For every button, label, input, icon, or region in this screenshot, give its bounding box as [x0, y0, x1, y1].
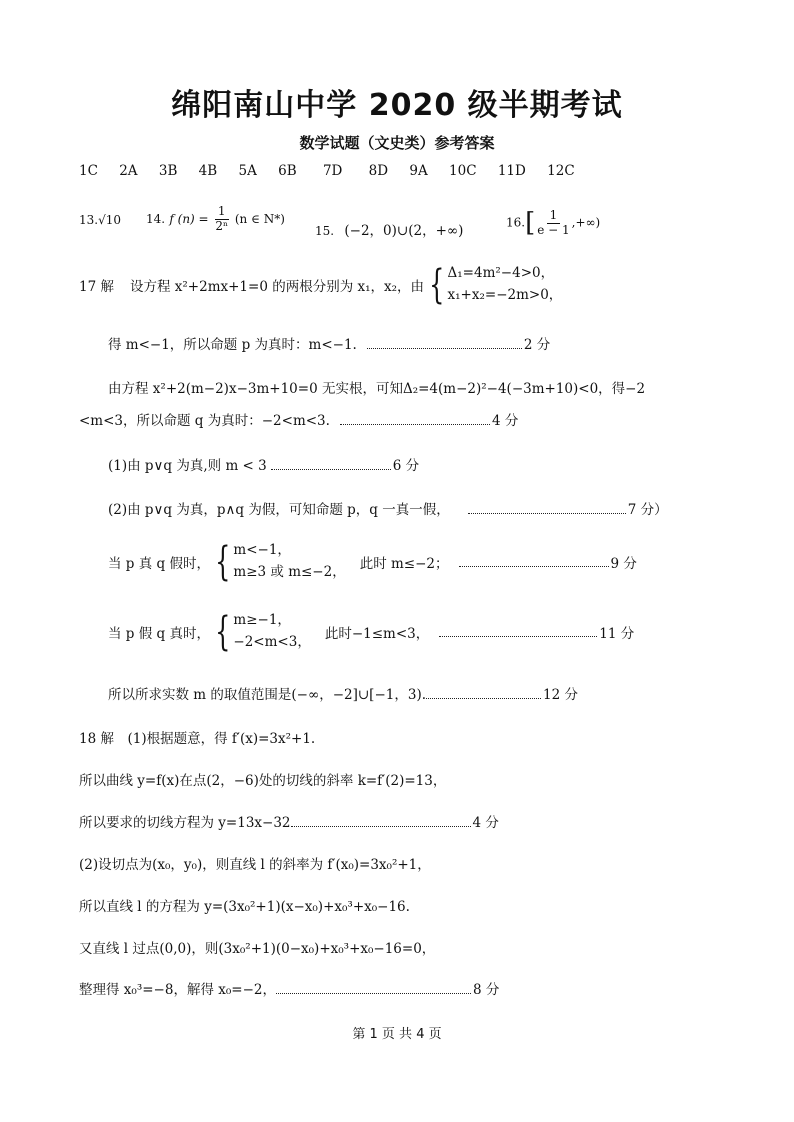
dot-leader	[367, 338, 522, 349]
q14-label: 14.	[146, 211, 166, 226]
q15-label: 15.	[315, 224, 335, 238]
dot-leader	[459, 556, 609, 567]
q14-answer	[146, 205, 285, 234]
step-text: 此时−1≤m<3，	[324, 625, 430, 642]
left-bracket-icon: [	[525, 208, 536, 238]
system-line: m<−1，	[233, 542, 291, 558]
score-label: 7 分）	[627, 502, 668, 518]
step-text: 当 p 真 q 假时，	[108, 555, 210, 572]
dot-leader	[468, 503, 626, 514]
q18-line3	[79, 811, 499, 831]
answer-item: 7D	[322, 163, 343, 179]
system-line: m≥−1，	[233, 612, 291, 628]
choice-answers	[79, 163, 592, 179]
dot-leader	[426, 688, 541, 699]
q17-step-q2	[79, 409, 518, 429]
q18-line7	[79, 978, 499, 998]
q17-case1	[108, 540, 637, 583]
step-text: 得 m<−1，所以命题 p 为真时：m<−1.	[108, 337, 357, 353]
q16-fraction	[537, 209, 569, 238]
dot-leader	[276, 983, 471, 994]
system-line: m≥3 或 m≤−2，	[233, 563, 346, 580]
page-title: 绵阳南山中学 2020 级半期考试	[171, 88, 623, 123]
page-number: 第 1 页 共 4 页	[352, 1027, 442, 1042]
q16-tail: ,+∞)	[571, 215, 601, 230]
page-subtitle: 数学试题（文史类）参考答案	[299, 134, 495, 152]
step-text: 所以要求的切线方程为 y=13x−32	[79, 815, 291, 831]
q18-line4: (2)设切点为(x₀，y₀)，则直线 l 的斜率为 f′(x₀)=3x₀²+1，	[79, 857, 431, 873]
q16-numerator: 1	[547, 209, 561, 224]
q17-label: 17 解	[79, 278, 114, 295]
q17-intro	[79, 263, 562, 306]
left-brace-icon: {	[215, 608, 231, 655]
score-label: 4 分	[491, 413, 519, 429]
score-label: 9 分	[610, 555, 637, 572]
step-text: 此时 m≤−2；	[359, 555, 449, 572]
q18-line6: 又直线 l 过点(0,0)，则(3x₀²+1)(0−x₀)+x₀³+x₀−16=0，	[79, 941, 436, 957]
answer-item: 4B	[198, 163, 218, 179]
left-brace-icon: {	[429, 261, 445, 308]
q16-label: 16.	[506, 215, 526, 230]
step-text: 整理得 x₀³=−8，解得 x₀=−2，	[79, 982, 276, 998]
score-label: 2 分	[523, 337, 551, 353]
q18-line1: 18 解 (1)根据题意，得 f′(x)=3x²+1.	[79, 731, 316, 747]
dot-leader	[291, 816, 471, 827]
dot-leader	[271, 459, 391, 470]
q17-step-q1: 由方程 x²+2(m−2)x−3m+10=0 无实根，可知Δ₂=4(m−2)²−4(−3m+10)<0，得−2	[108, 381, 646, 397]
answer-item: 2A	[119, 163, 138, 179]
dot-leader	[439, 626, 597, 637]
answer-item: 8D	[368, 163, 389, 179]
case2-system	[210, 610, 311, 653]
q17-system	[424, 263, 562, 306]
q17-intro-text: 设方程 x²+2mx+1=0 的两根分别为 x₁，x₂，由	[129, 278, 425, 295]
score-label: 8 分	[472, 982, 500, 998]
q14-lhs: f (n) =	[169, 211, 209, 226]
q17-case2	[108, 610, 634, 653]
score-label: 4 分	[472, 815, 499, 831]
system-line: x₁+x₂=−2m>0，	[447, 286, 563, 303]
q18-line5: 所以直线 l 的方程为 y=(3x₀²+1)(x−x₀)+x₀³+x₀−16.	[79, 899, 410, 915]
q15-answer	[315, 219, 463, 239]
q14-fraction	[215, 205, 229, 234]
answer-item: 5A	[238, 163, 257, 179]
step-text: (2)由 p∨q 为真，p∧q 为假，可知命题 p，q 一真一假，	[108, 502, 450, 518]
step-text: 所以所求实数 m 的取值范围是(−∞，−2]∪[−1，3).	[108, 687, 427, 703]
step-text: <m<3，所以命题 q 为真时：−2<m<3.	[79, 413, 330, 429]
score-label: 12 分	[543, 687, 578, 703]
answer-item: 3B	[158, 163, 178, 179]
q15-value: (−2，0)∪(2，+∞)	[344, 223, 464, 239]
system-line: −2<m<3，	[233, 633, 311, 650]
score-label: 6 分	[392, 458, 420, 474]
answer-item: 6B	[278, 163, 297, 179]
q14-denominator: 2ⁿ	[215, 218, 229, 233]
answer-item: 12C	[547, 163, 575, 179]
q14-numerator: 1	[215, 205, 229, 220]
q13-label: 13.	[79, 213, 99, 227]
q17-step-p	[108, 333, 550, 353]
q14-condition: (n ∈ N*)	[234, 211, 285, 226]
q13-value: √10	[98, 213, 122, 227]
left-brace-icon: {	[215, 538, 231, 585]
answer-item: 9A	[409, 163, 428, 179]
answer-item: 1C	[79, 163, 98, 179]
q18-line2: 所以曲线 y=f(x)在点(2，−6)处的切线的斜率 k=f′(2)=13，	[79, 773, 447, 789]
answer-item: 10C	[449, 163, 477, 179]
q16-denominator: e − 1	[537, 222, 570, 237]
step-text: (1)由 p∨q 为真,则 m < 3	[108, 458, 267, 474]
q17-part1	[108, 454, 419, 474]
fill-answers	[79, 212, 121, 228]
q17-conclusion	[108, 683, 578, 703]
dot-leader	[340, 414, 490, 425]
step-text: 当 p 假 q 真时，	[108, 625, 210, 642]
score-label: 11 分	[599, 625, 635, 642]
answer-item: 11D	[497, 163, 526, 179]
system-line: Δ₁=4m²−4>0，	[447, 265, 555, 281]
q16-answer	[506, 208, 600, 238]
case1-system	[210, 540, 346, 583]
q17-part2	[108, 498, 668, 518]
